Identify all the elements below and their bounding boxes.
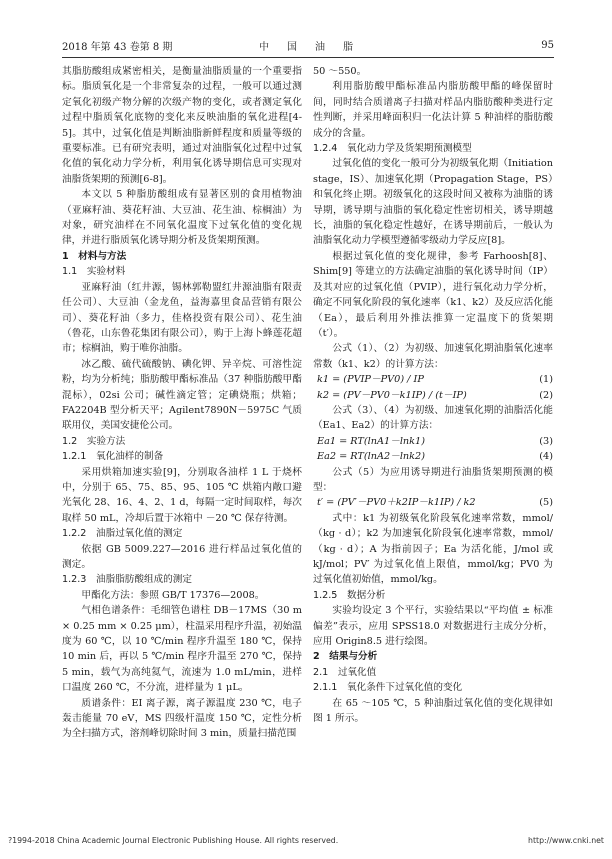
page-header [62, 36, 554, 58]
paragraph: 本文以 5 种脂肪酸组成有显著区别的食用植物油（亚麻籽油、葵花籽油、大豆油、花生油、棕榈油）为对象，研究油样在不同氧化温度下过氧化值的变化规律，并进行脂质氧化诱导期分析及货架期预测。 [62, 189, 302, 247]
equation-number: (4) [539, 451, 553, 463]
paragraph: 在 65 ～105 ℃，5 种油脂过氧化值的变化规律如图 1 所示。 [313, 697, 553, 725]
equation-5 [313, 495, 553, 510]
paragraph: 根据过氧化值的变化规律，参考 Farhoosh[8]、Shim[9] 等建立的方法确定油脂的氧化诱导时间（IP）及其对应的过氧化值（PVIP），进行氧化动力学分析，确定不同氧化阶段的氧化速率（k1、k2）及反应活化能（Ea），最后利用外推法推算一定温度下的货架期（t′）。 [313, 250, 553, 339]
paragraph: 采用烘箱加速实验[9]，分别取各油样 1 L 于烧杯中，分别于 65、75、85、95、105 ℃ 烘箱内敞口避光氧化 28、16、4、2、1 d，每隔一定时间取样，每次取样 50 mL，冷却后置于冰箱中 －20 ℃ 保存待测。 [62, 466, 302, 524]
paragraph: 质谱条件：EI 离子源，离子源温度 230 ℃，电子轰击能量 70 eV，MS 四级杆温度 150 ℃，定性分析为全扫描方式，溶剂峰切除时间 3 min，质量扫描范围 [62, 697, 302, 740]
equation-body: k2 = (PV－PV0－k1IP) / (t－IP) [317, 389, 467, 401]
equation-number: (3) [539, 435, 553, 447]
left-column [62, 64, 302, 742]
subsection-heading: 1.2 实验方法 [62, 435, 126, 447]
subsubsection-heading: 1.2.5 数据分析 [313, 589, 386, 601]
paragraph: 50 ～550。 [313, 66, 367, 77]
section-heading: 1 材料与方法 [62, 250, 127, 262]
paragraph: 实验均设定 3 个平行，实验结果以“平均值 ± 标准偏差”表示，应用 SPSS18.0 对数据进行主成分分析，应用 Origin8.5 进行绘图。 [313, 605, 553, 648]
subsubsection-heading: 1.2.2 油脂过氧化值的测定 [62, 528, 183, 540]
paragraph: 利用脂肪酸甲酯标准品内脂肪酸甲酯的峰保留时间，同时结合质谱离子扫描对样品内脂肪酸种类进行定性判断，并采用峰面积归一化法计算 5 种油样的脂肪酸成分的含量。 [313, 81, 553, 139]
paragraph: 甲酯化方法：参照 GB/T 17376—2008。 [81, 589, 265, 601]
equation-number: (5) [539, 497, 553, 509]
equation-body: Ea1 = RT(lnA1－lnk1) [317, 435, 425, 447]
right-column [313, 64, 553, 726]
issue-info: 2018 年第 43 卷第 8 期 [62, 41, 173, 53]
equation-body: Ea2 = RT(lnA2－lnk2) [317, 451, 425, 463]
source-url[interactable]: http://www.cnki.net [528, 836, 604, 845]
equation-number: (2) [539, 389, 553, 401]
subsubsection-heading: 1.2.4 氧化动力学及货架期预测模型 [313, 143, 472, 155]
subsubsection-heading: 1.2.1 氧化油样的制备 [62, 451, 164, 463]
paragraph: 过氧化值的变化一般可分为初级氧化期（Initiation stage，IS）、加速氧化期（Propagation Stage，PS）和氧化终止期。初级氧化的这段时间又被称为油脂的诱导期，诱导期与油脂的氧化稳定性密切相关，诱导期越长，油脂的氧化稳定性越好，在诱导期前后，一般认为油脂氧化动力学模型遵循零级动力学反应[8]。 [313, 158, 553, 247]
equation-3 [313, 434, 553, 449]
paragraph: 公式（1）、（2）为初级、加速氧化期油脂氧化速率常数（k1、k2）的计算方法： [313, 343, 553, 370]
equation-number: (1) [539, 374, 553, 386]
page-number: 95 [541, 39, 554, 51]
page-footer [8, 836, 604, 845]
paragraph: 式中：k1 为初级氧化阶段氧化速率常数，mmol/（kg · d）；k2 为加速氧化阶段氧化速率常数，mmol/（kg · d）；A 为指前因子；Ea 为活化能，J/mol 或 kJ/mol；PV′ 为过氧化值上限值，mmol/kg；PV0 为过氧化值初始值，mmol/kg。 [313, 512, 553, 586]
equation-2 [313, 388, 553, 403]
paragraph: 冰乙酸、硫代硫酸钠、碘化钾、异辛烷、可溶性淀粉，均为分析纯；脂肪酸甲酯标准品（37 种脂肪酸甲酯混标），02si 公司；碱性滴定管；定碘烧瓶；烘箱；FA2204B 型分析天平；Agilent7890N－5975C 气质联用仪，美国安捷伦公司。 [62, 358, 302, 432]
paragraph: 亚麻籽油（红井源，锡林郭勒盟红井源油脂有限责任公司）、大豆油（金龙鱼，益海嘉里食品营销有限公司）、葵花籽油（多力，佳格投资有限公司）、花生油（鲁花，山东鲁花集团有限公司），购于上海卜蜂莲花超市；棕榈油，购于唯你油脂。 [62, 281, 302, 355]
journal-name: 中 国 油 脂 [259, 41, 357, 53]
subsection-heading: 1.1 实验材料 [62, 266, 126, 278]
paragraph: 公式（3）、（4）为初级、加速氧化期的油脂活化能（Ea1、Ea2）的计算方法： [313, 404, 553, 432]
subsubsection-heading: 2.1.1 氧化条件下过氧化值的变化 [313, 682, 463, 694]
paragraph: 公式（5）为应用诱导期进行油脂货架期预测的模型： [313, 466, 553, 493]
equation-body: t′ = (PV′－PV0＋k2IP－k1IP) / k2 [317, 497, 476, 509]
equation-1 [313, 372, 553, 387]
copyright-notice: ?1994-2018 China Academic Journal Electronic Publishing House. All rights reserved. [8, 836, 339, 845]
equation-body: k1 = (PVIP－PV0) / IP [317, 374, 424, 386]
paragraph: 其脂肪酸组成紧密相关，是衡量油脂质量的一个重要指标。脂质氧化是一个非常复杂的过程，一般可以通过测定氧化初级产物分解的次级产物的变化，或者测定氧化过程中脂质氧化底物的变化来反映油脂的氧化进程[4-5]。其中，过氧化值是判断油脂新鲜程度和质量等级的重要标准。已有研究表明，通过对油脂氧化过程中过氧化值的氧化动力学分析，利用氧化诱导期信息可实现对油脂货架期的预测[6-8]。 [62, 66, 302, 185]
subsubsection-heading: 1.2.3 油脂脂肪酸组成的测定 [62, 574, 192, 586]
equation-4 [313, 449, 553, 464]
subsection-heading: 2.1 过氧化值 [313, 666, 377, 678]
paragraph: 依据 GB 5009.227—2016 进行样品过氧化值的测定。 [62, 543, 302, 570]
paragraph: 气相色谱条件：毛细管色谱柱 DB－17MS（30 m × 0.25 mm × 0.25 μm），柱温采用程序升温，初始温度为 60 ℃，以 10 ℃/min 程序升温至 180 ℃，保持 10 min 后，再以 5 ℃/min 程序升温至 270 ℃，保持 5 min，载气为高纯氦气，流速为 1.0 mL/min，进样口温度 260 ℃，不分流，进样量为 1 μL。 [62, 605, 302, 694]
section-heading: 2 结果与分析 [313, 651, 378, 663]
